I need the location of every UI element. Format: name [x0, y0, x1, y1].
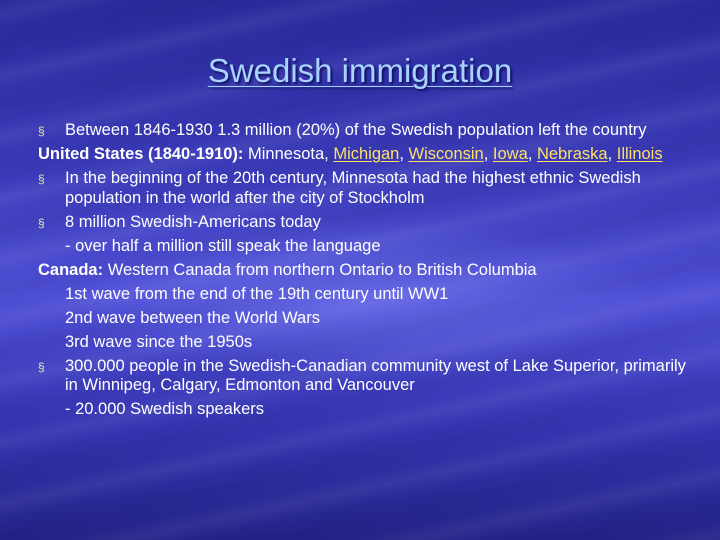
link-iowa[interactable]: Iowa: [492, 145, 528, 163]
bullet-text: 300.000 people in the Swedish-Canadian community west of Lake Superior, primarily in Winnipeg, Calgary, Edmonton and Vancouver: [65, 356, 686, 394]
link-michigan[interactable]: Michigan: [333, 145, 400, 163]
sub-text: - 20.000 Swedish speakers: [65, 400, 265, 418]
region-text: Western Canada from northern Ontario to British Columbia: [107, 260, 537, 279]
wave-text: 1st wave from the end of the 19th century until WW1: [65, 284, 449, 303]
bullet-text: In the beginning of the 20th century, Minnesota had the highest ethnic Swedish population in the world after the city of Stockholm: [65, 169, 641, 207]
slide-title[interactable]: Swedish immigration: [207, 52, 513, 89]
wave-item: [38, 309, 688, 329]
sub-text: - over half a million still speak the language: [65, 236, 381, 255]
bullet-icon: §: [38, 215, 45, 230]
slide-body: [38, 121, 688, 424]
bullet-icon: §: [38, 124, 45, 138]
region-label: Canada:: [38, 260, 104, 279]
list-item: [38, 145, 688, 165]
bullet-item: [38, 213, 688, 233]
bullet-text: 8 million Swedish-Americans today: [65, 212, 321, 231]
list-item: [38, 261, 688, 281]
bullet-item: [38, 169, 688, 208]
wave-item: [38, 333, 688, 353]
bullet-item: [38, 357, 688, 396]
wave-text: 3rd wave since the 1950s: [65, 332, 253, 351]
bullet-item: [38, 121, 688, 141]
bullet-icon: §: [38, 172, 45, 186]
state-text: Minnesota,: [248, 145, 329, 163]
bullet-text: Between 1846-1930 1.3 million (20%) of the Swedish population left the country: [65, 121, 647, 139]
link-illinois[interactable]: Illinois: [616, 145, 663, 163]
region-label: United States (1840-1910):: [38, 145, 244, 163]
sub-item: [38, 237, 688, 257]
sub-item: [38, 400, 688, 420]
wave-text: 2nd wave between the World Wars: [65, 308, 320, 327]
bullet-icon: §: [38, 359, 45, 374]
separator: ,: [483, 145, 493, 163]
link-wisconsin[interactable]: Wisconsin: [408, 145, 484, 163]
separator: ,: [399, 145, 409, 163]
separator: ,: [607, 145, 617, 163]
separator: ,: [527, 145, 537, 163]
wave-item: [38, 285, 688, 305]
link-nebraska[interactable]: Nebraska: [536, 145, 608, 163]
